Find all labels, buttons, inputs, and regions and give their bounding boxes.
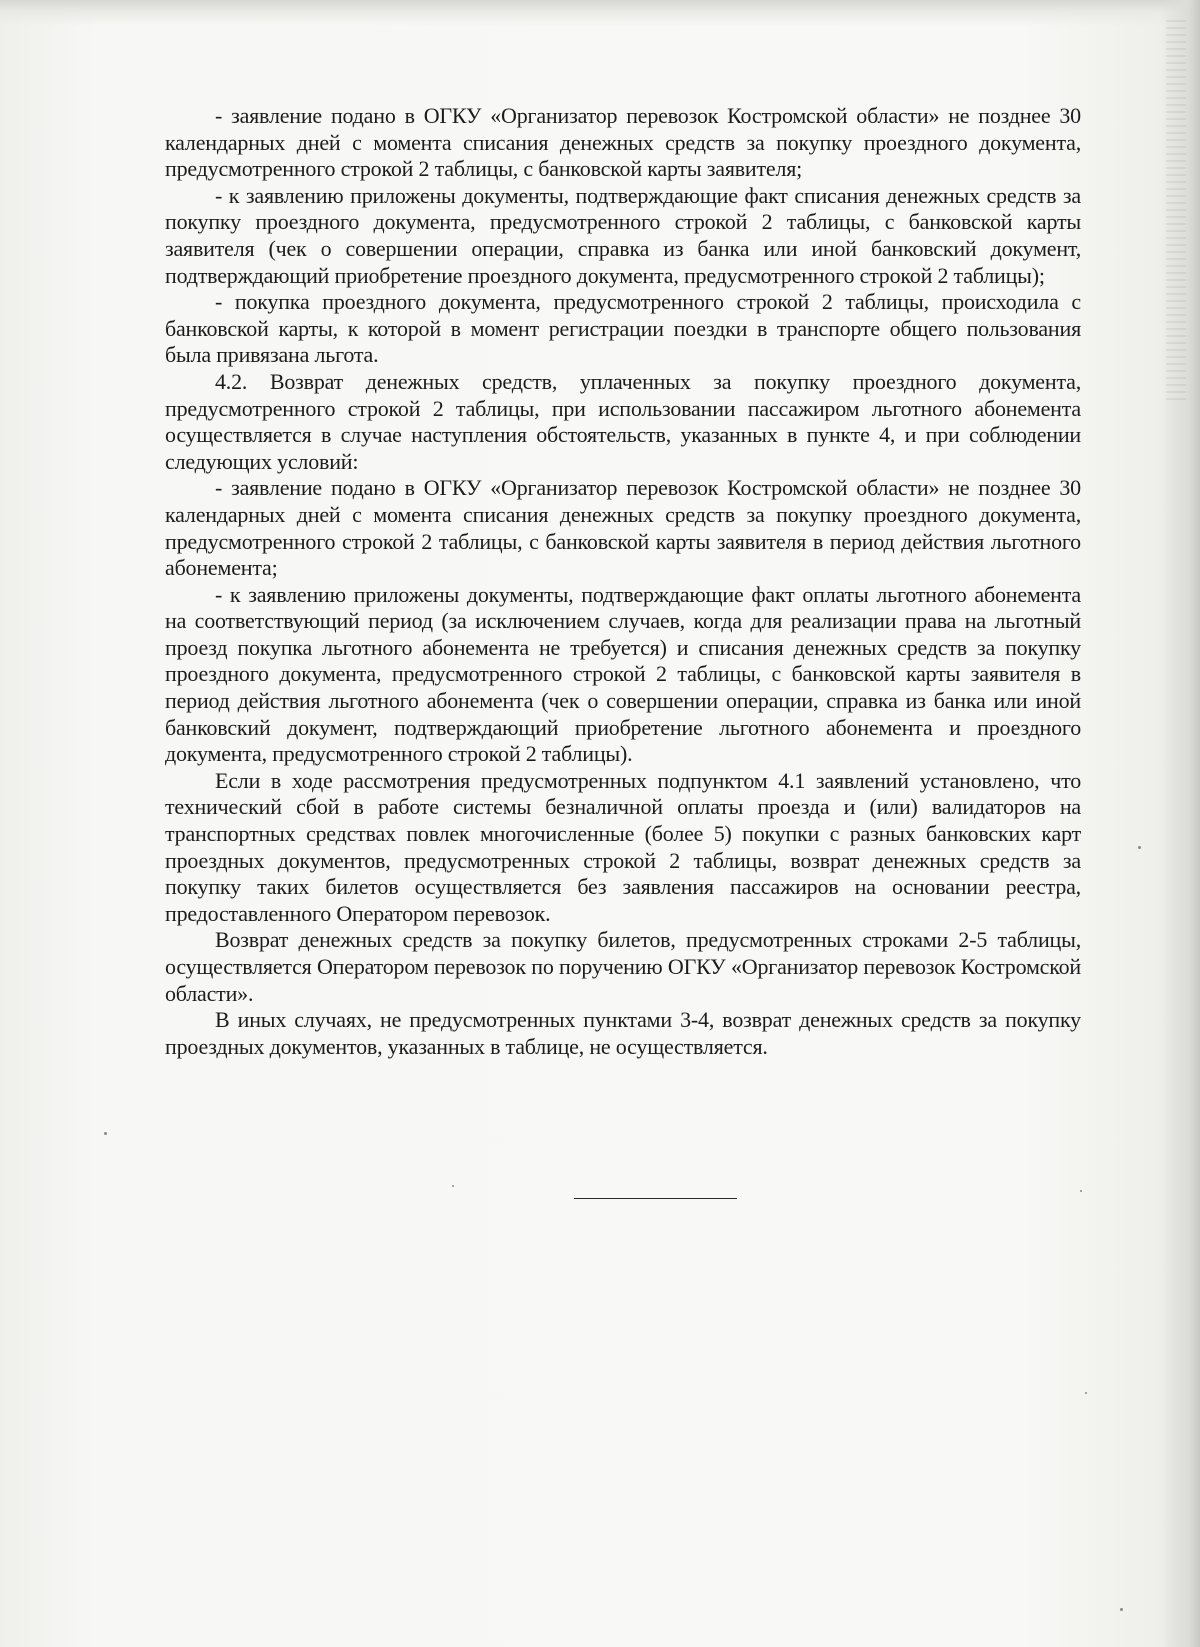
- document-body: [165, 103, 1081, 1060]
- scan-edge-noise: [1166, 20, 1186, 400]
- paragraph-technical-failure: Если в ходе рассмотрения предусмотренных подпунктом 4.1 заявлений установлено, что технический сбой в работе системы безналичной оплаты проезда и (или) валидаторов на транспортных средствах повлек многочисленные (более 5) покупки с разных банковских карт проездных документов, предусмотренных строкой 2 таблицы, возврат денежных средств за покупку таких билетов осуществляется без заявления пассажиров на основании реестра, предоставленного Оператором перевозок.: [165, 767, 1081, 926]
- paragraph-4-2: 4.2. Возврат денежных средств, уплаченных за покупку проездного документа, предусмотренного строкой 2 таблицы, при использовании пассажиром льготного абонемента осуществляется в случае наступления обстоятельств, указанных в пункте 4, и при соблюдении следующих условий:: [165, 368, 1081, 474]
- scan-speck: [1085, 1392, 1087, 1394]
- paragraph-condition-3: - покупка проездного документа, предусмотренного строкой 2 таблицы, происходила с банковской карты, к которой в момент регистрации поездки в транспорте общего пользования была привязана льгота.: [165, 289, 1081, 368]
- scan-speck: [452, 1185, 454, 1187]
- paragraph-4-2-condition-1: - заявление подано в ОГКУ «Организатор перевозок Костромской области» не позднее 30 календарных дней с момента списания денежных средств за покупку проездного документа, предусмотренного строкой 2 таблицы, с банковской карты заявителя в период действия льготного абонемента;: [165, 475, 1081, 581]
- paragraph-4-2-condition-2: - к заявлению приложены документы, подтверждающие факт оплаты льготного абонемента на соответствующий период (за исключением случаев, когда для реализации права на льготный проезд покупка льготного абонемента не требуется) и списания денежных средств за покупку проездного документа, предусмотренного строкой 2 таблицы, с банковской карты заявителя в период действия льготного абонемента (чек о совершении операции, справка из банка или иной банковский документ, подтверждающий приобретение льготного абонемента и проездного документа, предусмотренного строкой 2 таблицы).: [165, 581, 1081, 767]
- paragraph-condition-1: - заявление подано в ОГКУ «Организатор перевозок Костромской области» не позднее 30 календарных дней с момента списания денежных средств за покупку проездного документа, предусмотренного строкой 2 таблицы, с банковской карты заявителя;: [165, 103, 1081, 182]
- paragraph-refund-operator: Возврат денежных средств за покупку билетов, предусмотренных строками 2-5 таблицы, осуществляется Оператором перевозок по поручению ОГКУ «Организатор перевозок Костромской области».: [165, 927, 1081, 1006]
- scan-speck: [104, 1132, 107, 1135]
- end-of-document-rule: [574, 1198, 737, 1199]
- paragraph-condition-2: - к заявлению приложены документы, подтверждающие факт списания денежных средств за покупку проездного документа, предусмотренного строкой 2 таблицы, с банковской карты заявителя (чек о совершении операции, справка из банка или иной банковский документ, подтверждающий приобретение проездного документа, предусмотренного строкой 2 таблицы);: [165, 182, 1081, 288]
- scan-speck: [1120, 1608, 1123, 1611]
- scan-top-shadow: [0, 0, 1200, 26]
- paragraph-other-cases: В иных случаях, не предусмотренных пунктами 3-4, возврат денежных средств за покупку проездных документов, указанных в таблице, не осуществляется.: [165, 1007, 1081, 1059]
- scan-speck: [1138, 846, 1141, 849]
- scan-speck: [1080, 1190, 1082, 1192]
